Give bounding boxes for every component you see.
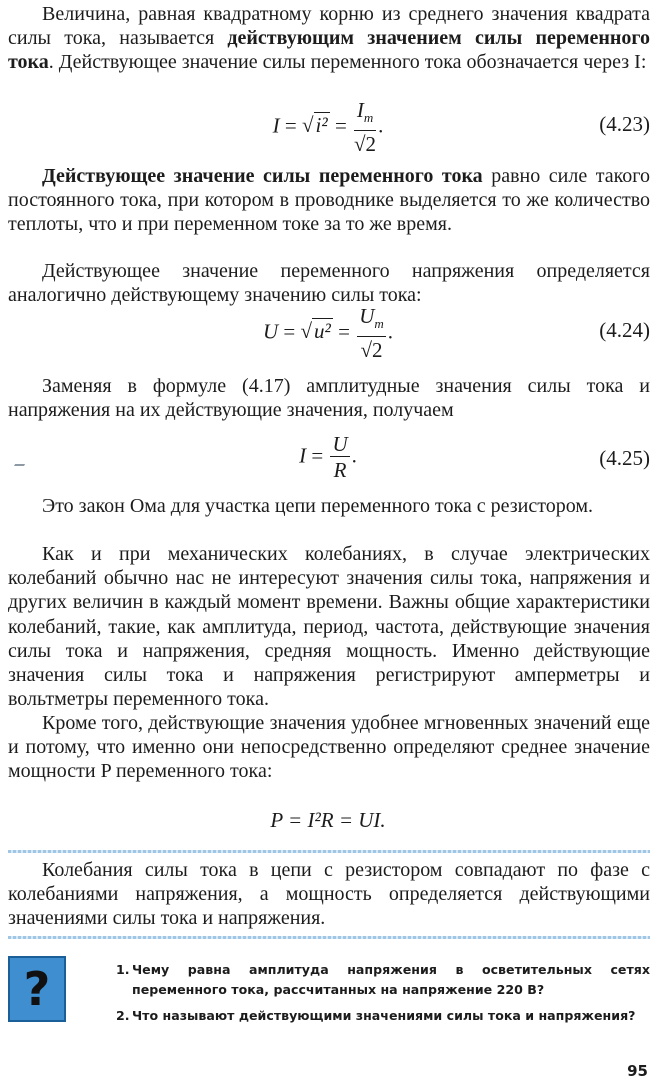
questions-list bbox=[116, 960, 650, 1032]
page-number: 95 bbox=[627, 1062, 648, 1080]
paragraph-characteristics: Как и при механических колебаниях, в случае электрических колебаний обычно нас не интересуют значения силы тока, напряжения и других величин в каждый момент времени. Важны общие характеристики колебаний, такие, как амплитуда, период, частота, действующие значения силы тока и напряжения, средняя мощность. Именно действующие значения силы тока и напряжения регистрируют амперметры и вольтметры переменного тока. bbox=[8, 543, 650, 711]
question-item: 1. Чему равна амплитуда напряжения в осветительных сетях переменного тока, рассчитанных на напряжение 220 В? bbox=[116, 962, 650, 997]
paragraph-definition bbox=[8, 2, 650, 75]
equation-number: (4.23) bbox=[599, 112, 650, 136]
text-fragment: . Действующее значение силы переменного тока обозначается через I: bbox=[48, 51, 647, 74]
equation-number: (4.24) bbox=[599, 318, 650, 342]
bold-term: Действующее значение силы переменного тока bbox=[42, 165, 483, 187]
bold-term: действующим значением силы переменного тока bbox=[8, 27, 650, 74]
fraction: $\frac{U}{R}$ bbox=[332, 432, 348, 482]
question-icon: ? bbox=[8, 956, 66, 1022]
equation-number: (4.25) bbox=[599, 446, 650, 470]
paragraph-substitution: Заменяя в формуле (4.17) амплитудные значения силы тока и напряжения на их действующие значения, получаем bbox=[8, 375, 650, 422]
separator-line bbox=[8, 850, 650, 853]
paragraph-power: Кроме того, действующие значения удобнее мгновенных значений еще и потому, что именно они непосредственно определяют среднее значение мощности P переменного тока: bbox=[8, 712, 650, 783]
text-fragment: Величина, равная квадратному корню из среднего значения квадрата силы тока, называется bbox=[8, 3, 650, 50]
paragraph-voltage: Действующее значение переменного напряжения определяется аналогично действующему значению силы тока: bbox=[8, 260, 650, 307]
sqrt-expression: √i² bbox=[302, 113, 328, 138]
question-item: 2. Что называют действующими значениями силы тока и напряжения? bbox=[116, 1008, 636, 1023]
sqrt-expression: √u² bbox=[300, 319, 331, 344]
formula-power: P = I²R = UI. bbox=[270, 808, 386, 832]
text-fragment: равно силе такого постоянного тока, при котором в проводнике выделяется то же количество теплоты, что и при переменном токе за то же время. bbox=[8, 165, 650, 236]
fraction: $\frac{I_m}{√2}$ bbox=[354, 98, 377, 157]
formula-lhs: I bbox=[272, 113, 280, 138]
summary-box: Колебания силы тока в цепи с резистором совпадают по фазе с колебаниями напряжения, а мощность определяется действующими значениями силы тока и напряжения. bbox=[8, 859, 650, 930]
paragraph-ohm-law: Это закон Ома для участка цепи переменного тока с резистором. bbox=[42, 495, 593, 517]
separator-line bbox=[8, 936, 650, 939]
fraction: $\frac{U_m}{√2}$ bbox=[359, 304, 384, 363]
formula-4-23: I = √i² = $\frac{I_m}{√2}$ . (4.23) bbox=[272, 98, 650, 157]
formula-4-24: U = √u² = $\frac{U_m}{√2}$ . (4.24) bbox=[263, 304, 650, 363]
paragraph-effective-value bbox=[8, 164, 650, 237]
formula-4-25: I = $\frac{U}{R}$ . (4.25) bbox=[299, 432, 650, 482]
